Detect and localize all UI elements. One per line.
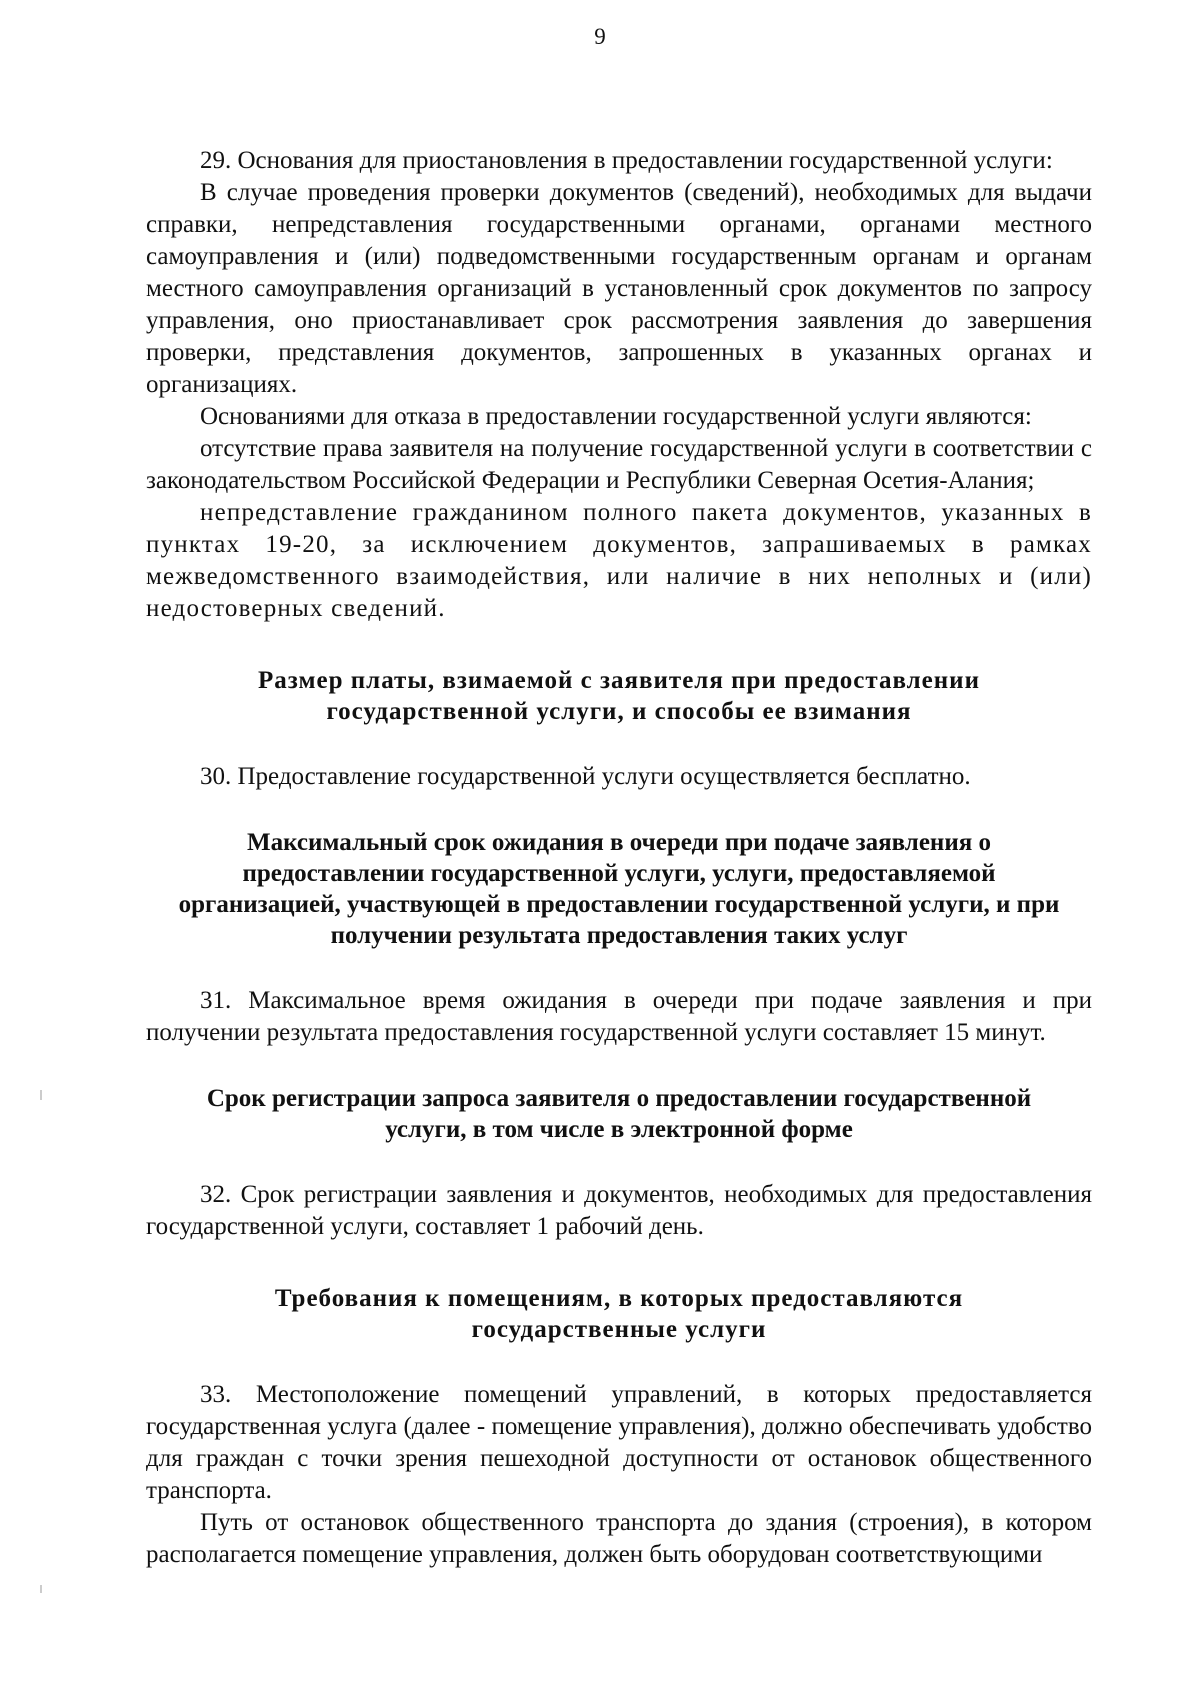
- paragraph-32: 32. Срок регистрации заявления и документов, необходимых для предоставления государственной услуги, составляет 1 рабочий день.: [146, 1181, 1092, 1240]
- heading-fee: [146, 665, 1092, 727]
- paragraph-30: 30. Предоставление государственной услуги осуществляется бесплатно.: [200, 763, 971, 790]
- heading-queue-line-3: организацией, участвующей в предоставлении государственной услуги, и при: [178, 891, 1060, 918]
- paragraph-29-suspension: В случае проведения проверки документов (сведений), необходимых для выдачи справки, непредставления государственными органами, органами местного самоуправления и (или) подведомственными государственным органам и органам местного самоуправления организаций в установленный срок документов по запросу управления, оно приостанавливает срок рассмотрения заявления до завершения проверки, представления документов, запрошенных в указанных органах и организациях.: [146, 179, 1092, 398]
- paragraph-33-path: Путь от остановок общественного транспорта до здания (строения), в котором располагается помещение управления, должен быть оборудован соответствующими: [146, 1509, 1092, 1568]
- scan-edge-mark: [40, 1585, 42, 1593]
- paragraph-29-refusal-intro: Основаниями для отказа в предоставлении государственной услуги являются:: [200, 403, 1032, 430]
- spacer: [146, 727, 1092, 761]
- spacer: [146, 625, 1092, 665]
- spacer: [146, 1049, 1092, 1083]
- heading-queue-line-2: предоставлении государственной услуги, услуги, предоставляемой: [242, 860, 996, 887]
- paragraph-29-refusal-2: непредставление гражданином полного пакета документов, указанных в пунктах 19-20, за исключением документов, запрашиваемых в рамках межведомственного взаимодействия, или наличие в них неполных и (или) недостоверных сведений.: [146, 499, 1092, 622]
- heading-fee-line-2: государственной услуги, и способы ее взимания: [326, 698, 912, 725]
- heading-registration: [146, 1083, 1092, 1145]
- spacer: [146, 1243, 1092, 1283]
- spacer: [146, 793, 1092, 827]
- heading-premises-line-1: Требования к помещениям, в которых предоставляются: [274, 1285, 964, 1312]
- heading-queue-line-4: получении результата предоставления таких услуг: [330, 922, 908, 949]
- heading-registration-line-2: услуги, в том числе в электронной форме: [385, 1116, 853, 1143]
- heading-premises: [146, 1283, 1092, 1345]
- heading-queue: [146, 827, 1092, 951]
- paragraph-29-refusal-1: отсутствие права заявителя на получение государственной услуги в соответствии с законодательством Российской Федерации и Республики Северная Осетия-Алания;: [146, 435, 1092, 494]
- spacer: [146, 1345, 1092, 1379]
- paragraph-29-title: 29. Основания для приостановления в предоставлении государственной услуги:: [200, 147, 1053, 174]
- heading-premises-line-2: государственные услуги: [471, 1316, 767, 1343]
- spacer: [146, 1145, 1092, 1179]
- heading-queue-line-1: Максимальный срок ожидания в очереди при подаче заявления о: [246, 829, 992, 856]
- paragraph-31: 31. Максимальное время ожидания в очереди при подаче заявления и при получении результата предоставления государственной услуги составляет 15 минут.: [146, 987, 1092, 1046]
- heading-fee-line-1: Размер платы, взимаемой с заявителя при предоставлении: [258, 667, 980, 694]
- scan-edge-mark: [40, 1090, 42, 1100]
- page-number: 9: [594, 24, 606, 49]
- paragraph-33: 33. Местоположение помещений управлений, в которых предоставляется государственная услуга (далее - помещение управления), должно обеспечивать удобство для граждан с точки зрения пешеходной доступности от остановок общественного транспорта.: [146, 1381, 1092, 1504]
- spacer: [146, 951, 1092, 985]
- heading-registration-line-1: Срок регистрации запроса заявителя о предоставлении государственной: [206, 1085, 1032, 1112]
- document-body: [146, 145, 1092, 1571]
